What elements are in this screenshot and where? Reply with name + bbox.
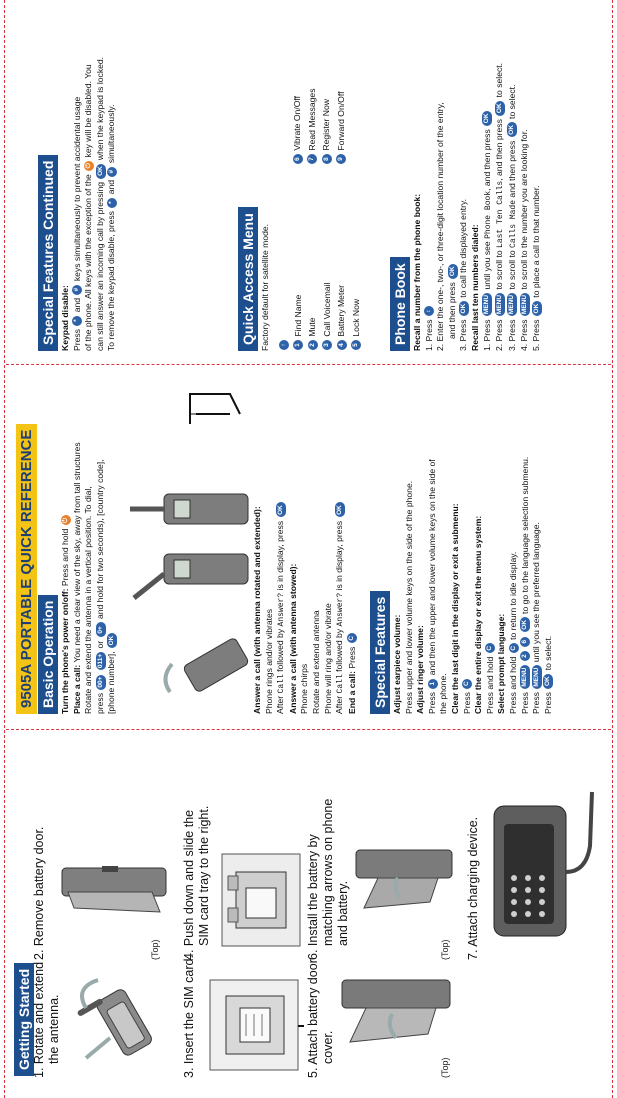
kp-2b: key will be disabled. You: [83, 64, 94, 158]
sim-tray-illustration: [218, 848, 304, 952]
answer-ext-call: Call: [277, 674, 287, 694]
key-0-icon: 0+: [96, 622, 106, 637]
menu-key-icon: MENU: [521, 294, 529, 315]
clear-all-label: Clear the entire display or exit the menu system:: [473, 515, 484, 714]
keypad-disable-label: Keypad disable:: [60, 285, 70, 351]
kp-1b: and: [71, 297, 82, 313]
menu-key-icon: MENU: [532, 667, 540, 687]
earpiece-label: Adjust earpiece volume:: [392, 614, 402, 714]
quick-access-item[interactable]: [334, 283, 349, 351]
end-call-label: End a call:: [346, 671, 357, 714]
kp-4c: simultaneously.: [106, 104, 117, 164]
answer-ext-followed: followed by: [275, 628, 286, 672]
c-key-icon: C: [462, 679, 472, 689]
last-3c: Calls Made: [508, 199, 518, 248]
phone-book-title: Phone Book: [390, 257, 410, 351]
last-ten-label: Recall last ten numbers dialed:: [469, 224, 480, 351]
answer-ext-after: After: [275, 695, 286, 714]
special-features-title: Special Features: [370, 591, 390, 714]
key-6-icon: 6: [520, 637, 530, 647]
recall-2b: and then press: [446, 282, 457, 339]
recall-3a: 3. Press: [458, 319, 469, 351]
getting-started-title: Getting Started: [14, 963, 34, 1076]
place-call-press: press: [94, 692, 105, 714]
menu-key-icon: MENU: [508, 294, 516, 315]
answer-stowed-label: Answer a call (with antenna stowed):: [287, 563, 298, 714]
key-icon: 6: [293, 154, 303, 164]
quick-access-item[interactable]: [349, 283, 364, 351]
cut-line: [6, 729, 611, 730]
last-5a: 5. Press: [530, 319, 541, 351]
charger-illustration: [490, 782, 610, 942]
kp-4a: To remove the keypad disable, press: [106, 211, 117, 351]
quick-access-list-1: [276, 283, 363, 351]
attach-door-illustration: [336, 970, 456, 1052]
quick-access-subtitle: Factory default for satellite mode.: [260, 223, 270, 351]
step-6-line-3: and battery.: [336, 880, 350, 946]
quick-access-title: Quick Access Menu: [238, 207, 258, 351]
menu-key-icon: MENU: [483, 294, 491, 315]
step-2-line: 2. Remove battery door.: [32, 826, 46, 960]
ringer-text: and then the upper and lower volume keys on the side of: [426, 459, 437, 676]
up-key-icon: ↑: [279, 340, 289, 350]
c-key-icon: C: [347, 633, 357, 643]
hash-key-icon: #: [72, 285, 82, 295]
quick-access-label: Battery Meter: [336, 285, 346, 337]
last-1c: Phone Book: [483, 190, 493, 239]
step-5: [306, 959, 336, 1078]
prompt-3b: until you see the preferred language.: [531, 522, 542, 663]
power-text: Press and hold: [60, 528, 70, 587]
step-6-line-1: 6. Install the battery by: [306, 834, 320, 960]
kp-1c: keys simultaneously to prevent accidental usage: [71, 96, 82, 282]
step-6: [306, 799, 351, 960]
step-7-line: 7. Attach charging device.: [466, 816, 480, 960]
ok-key-icon: OK: [335, 503, 345, 518]
ok-key-icon: OK: [448, 264, 458, 279]
last-3d: and then press: [506, 140, 517, 198]
c-key-icon: C: [509, 643, 519, 653]
place-call-line-2: Rotate and extend the antenna in a vertical position. To dial,: [83, 486, 94, 714]
last-3a: 3. Press: [506, 319, 517, 351]
getting-started-panel: [0, 734, 617, 1092]
c-key-icon: C: [485, 643, 495, 653]
ok-key-icon: OK: [107, 633, 117, 648]
answer-stowed-line-2: Rotate and extend antenna: [310, 610, 321, 714]
quick-access-label: Read Messages: [306, 88, 317, 151]
answer-stow-press: is in display, press: [334, 520, 345, 591]
place-call-line-4: [phone number],: [106, 651, 117, 714]
quick-access-item[interactable]: [334, 89, 349, 166]
step-7: [466, 817, 481, 960]
reference-panel-3: [0, 5, 617, 361]
last-1d: , and then press: [481, 129, 492, 191]
ok-key-icon: OK: [459, 301, 469, 316]
star-key-icon: *: [72, 316, 82, 326]
hash-key-icon: #: [107, 167, 117, 177]
quick-access-item[interactable]: [320, 283, 335, 351]
key-icon: 3: [322, 340, 332, 350]
power-key-icon: ⏻: [61, 515, 71, 525]
answer-stow-answer: Answer?: [336, 592, 346, 627]
star-key-icon: *: [107, 198, 117, 208]
prompt-4b: to select.: [542, 635, 553, 671]
prompt-language-label: Select prompt language:: [496, 613, 507, 714]
clear-last-label: Clear the last digit in the display or exit a submenu:: [449, 503, 460, 714]
prompt-2a: Press: [519, 692, 530, 714]
quick-access-item[interactable]: [319, 89, 334, 166]
ringer-press: Press: [426, 692, 437, 714]
key-icon: 5: [351, 340, 361, 350]
earpiece-text: Press upper and lower volume keys on the side of the phone.: [403, 480, 414, 714]
special-features-text: [392, 374, 554, 714]
battery-door-illustration: [56, 842, 172, 922]
ok-key-icon: OK: [532, 301, 542, 316]
clear-all-text: Press and hold: [484, 656, 495, 714]
basic-operation-text: [60, 374, 118, 714]
key-icon: 4: [337, 340, 347, 350]
top-label-6: (Top): [440, 939, 450, 960]
answer-stow-followed: followed by: [334, 628, 345, 672]
sim-insert-illustration: [204, 972, 304, 1082]
ok-key-icon: OK: [543, 674, 553, 689]
quick-access-item[interactable]: [305, 89, 320, 166]
kp-1a: Press: [71, 329, 82, 351]
prompt-2b: to go to the language selection submenu.: [519, 456, 530, 614]
last-2a: 2. Press: [494, 319, 505, 351]
key-2-icon: 2: [520, 651, 530, 661]
place-call-line-3: and hold for two seconds), [country code],: [94, 459, 105, 620]
top-label-2: (Top): [150, 939, 160, 960]
quick-access-label: Vibrate On/Off: [292, 95, 302, 151]
prompt-4a: Press: [542, 692, 553, 714]
prompt-1a: Press and hold: [507, 656, 518, 714]
last-2d: , and then press: [494, 119, 505, 181]
ok-key-icon: OK: [482, 111, 492, 126]
last-3b: to scroll to: [506, 250, 517, 290]
top-label-5: (Top): [440, 1057, 450, 1078]
battery-install-illustration: [352, 834, 456, 914]
place-call-label: Place a call:: [71, 664, 82, 714]
kp-2a: of the phone. All keys with the exception of the: [83, 174, 94, 351]
key-icon: 9: [336, 154, 346, 164]
step-1-line-1: 1. Rotate and extend: [32, 961, 46, 1078]
basic-operation-panel: [0, 368, 617, 726]
ringer-text-2: the phone.: [438, 673, 449, 714]
kp-3b: when the keypad is locked.: [94, 56, 105, 161]
ok-key-icon: OK: [96, 164, 106, 179]
ringer-label: Adjust ringer volume:: [415, 625, 426, 714]
cut-line: [6, 364, 611, 365]
ok-key-icon: OK: [276, 503, 286, 518]
basic-operation-title: Basic Operation: [38, 595, 58, 714]
answer-extended-line-1: Phone rings and/or vibrates: [263, 608, 274, 714]
quick-access-item[interactable]: [291, 283, 306, 351]
step-2: [32, 827, 47, 960]
key-icon: 1: [293, 340, 303, 350]
quick-access-list-2: [290, 89, 348, 166]
answer-ext-press: is in display, press: [275, 520, 286, 591]
ok-key-icon: OK: [520, 617, 530, 632]
ok-key-icon: OK: [507, 122, 517, 137]
kp-3a: can still answer an incoming call by pressing: [94, 181, 105, 351]
step-3: [182, 955, 197, 1078]
place-call-text: You need a clear view of the sky, away from tall structures: [71, 442, 82, 663]
last-2c: Last Ten Calls: [496, 180, 506, 248]
keypad-disable-text: [60, 7, 118, 351]
key-011-icon: 011+: [96, 653, 104, 669]
step-5-line-2: cover.: [321, 1030, 335, 1064]
phone-stowed-icon: [165, 637, 249, 693]
step-4: [182, 806, 212, 960]
answer-stowed-line-3: Phone will ring and/or vibrate: [322, 603, 333, 714]
recall-2: 2. Enter the one-, two-, or three-digit location number of the entry,: [435, 102, 446, 351]
phone-book-text: [412, 7, 543, 351]
sky-angle-icon: [190, 394, 240, 424]
last-4b: to scroll to the number you are looking for.: [519, 129, 530, 290]
prompt-3a: Press: [531, 692, 542, 714]
answer-ext-answer: Answer?: [277, 592, 287, 627]
answer-stowed-line-1: Phone chirps: [299, 663, 310, 714]
answer-extended-label: Answer a call (with antenna rotated and extended):: [252, 506, 262, 714]
menu-key-icon: MENU: [495, 294, 503, 315]
answer-call-text: [252, 374, 358, 714]
last-5b: to place a call to that number.: [530, 185, 541, 298]
step-1-line-2: the antenna.: [47, 994, 61, 1064]
last-3e: to select.: [506, 84, 517, 119]
quick-access-item[interactable]: [290, 89, 305, 166]
end-call-text: Press: [346, 646, 357, 669]
quick-access-label: Find Name: [292, 294, 303, 337]
last-2b: to scroll to: [494, 250, 505, 290]
last-1a: 1. Press: [481, 319, 492, 351]
special-continued-title: Special Features Continued: [38, 155, 58, 351]
quick-reference-banner: 9505A PORTABLE QUICK REFERENCE: [16, 424, 37, 714]
key-icon: 7: [307, 154, 317, 164]
step-3-line: 3. Insert the SIM card.: [182, 955, 196, 1078]
ok-key-icon: OK: [495, 101, 505, 116]
key-00-icon: 00+: [96, 676, 104, 688]
menu-key-icon: MENU: [521, 667, 529, 687]
step-4-line-2: SIM card tray to the right.: [197, 805, 211, 946]
last-4a: 4. Press: [519, 319, 530, 351]
quick-access-label: Mute: [307, 317, 317, 337]
step-1: [32, 962, 62, 1078]
quick-access-item[interactable]: [305, 283, 320, 351]
key-icon: 8: [322, 154, 332, 164]
step-4-line-1: 4. Push down and slide the: [182, 809, 196, 960]
answer-stow-call: Call: [336, 674, 346, 694]
step-6-line-2: matching arrows on phone: [321, 798, 335, 946]
key-icon: 2: [308, 340, 318, 350]
kp-4b: and: [106, 179, 117, 195]
key-1-icon: 1: [428, 679, 438, 689]
answer-stow-after: After: [334, 695, 345, 714]
quick-access-label: Call Voicemail: [321, 282, 332, 337]
last-2e: to select.: [494, 62, 505, 98]
power-label: Turn the phone's power on/off:: [60, 588, 70, 714]
quick-access-label: Forward On/Off: [335, 91, 346, 151]
phone-vertical-icon: [130, 494, 248, 524]
antenna-positions-illustration: [130, 374, 262, 714]
recall-label: Recall a number from the phone book:: [412, 193, 422, 351]
recall-1: 1. Press: [423, 319, 434, 351]
last-1b: until you see: [481, 241, 492, 290]
prompt-1b: to return to idle display.: [507, 551, 518, 640]
place-call-or: or: [94, 640, 105, 649]
antenna-illustration: [66, 973, 171, 1078]
clear-last-text: Press: [461, 692, 472, 714]
quick-access-label: Register Now: [321, 99, 331, 151]
phone-extended-icon: [134, 554, 248, 598]
recall-3b: to call the displayed entry.: [458, 198, 469, 298]
step-5-line-1: 5. Attach battery door: [306, 959, 320, 1078]
power-key-icon: ⏻: [84, 161, 94, 171]
arrow-key-icon: ↕: [424, 306, 434, 316]
quick-access-label: Lock Now: [350, 298, 361, 337]
